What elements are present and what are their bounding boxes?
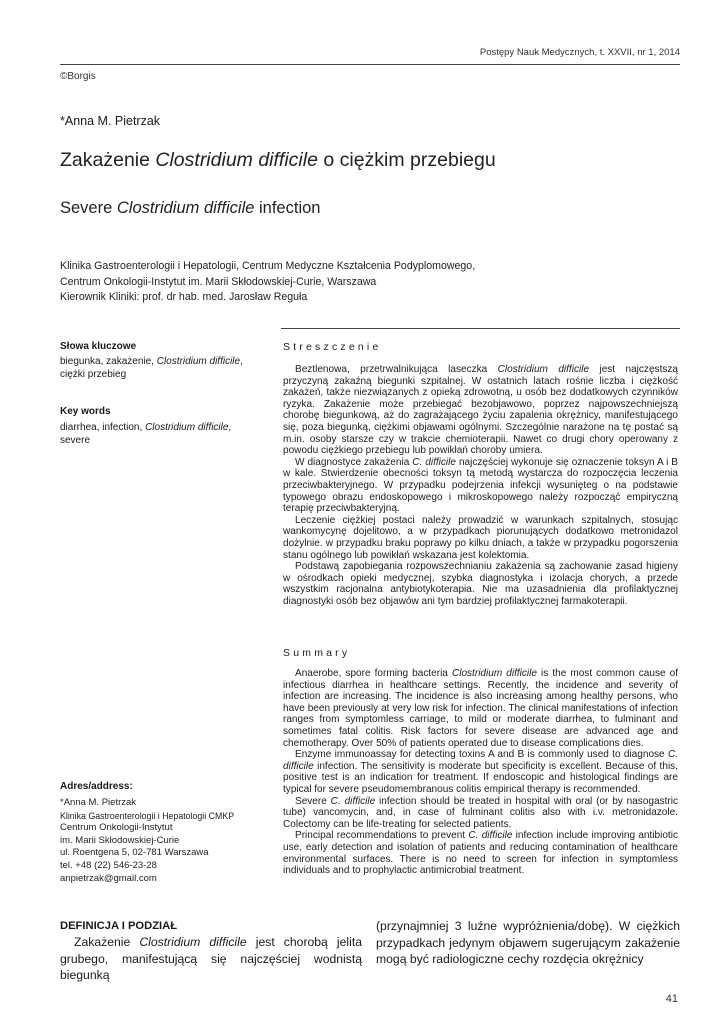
paragraph: Principal recommendations to prevent C. difficile infection include improving antibiotic use, early detection and isolation of patients and reducing contamination of healthcare environmental surfaces. There is no need to screen for infection in symptomless individuals and to prophylactic antimicrobial treatment. <box>283 830 678 877</box>
address-block <box>60 797 234 885</box>
paragraph: Leczenie ciężkiej postaci należy prowadzić w warunkach szpitalnych, stosując wankomycynę dojelitowo, a w przypadkach piorunujących dodatkowo metronidazol dożylnie. w przypadku braku poprawy po kilku dniach, a także w przypadku pogorszenia stanu ogólnego lub powikłań wskazana jest kolektomia. <box>283 514 678 561</box>
keywords-en-heading: Key words <box>60 406 111 417</box>
keywords-pl-heading: Słowa kluczowe <box>60 341 137 352</box>
affiliation-line: Centrum Onkologii-Instytut im. Marii Skłodowskiej-Curie, Warszawa <box>60 275 377 288</box>
affiliation-line: Klinika Gastroenterologii i Hepatologii, Centrum Medyczne Kształcenia Podyplomowego, <box>60 260 476 272</box>
author: *Anna M. Pietrzak <box>60 114 161 128</box>
paragraph: Zakażenie Clostridium difficile jest chorobą jelita grubego, manifestującą się najczęściej wodnistą biegunką <box>60 935 363 982</box>
header-rule <box>60 64 680 65</box>
paragraph: W diagnostyce zakażenia C. difficile najczęściej wykonuje się oznaczenie toksyn A i B w kale. Stwierdzenie obecności toksyn tą metodą wystarcza do rozpoczęcia leczenia przeciwbakteryjnego. W przypadku podejrzenia infekcji wysunięteg o na podstawie typowego obrazu endoskopowego i mikroskopowego należy rozpocząć empiryczną terapię przeciwbakteryjną. <box>283 456 678 515</box>
paragraph: (przynajmniej 3 luźne wypróżnienia/dobę). W ciężkich przypadkach jedynym objawem sugerującym zakażenie mogą być radiologiczne cechy rozdęcia okrężnicy <box>376 919 680 966</box>
section-heading: DEFINICJA I PODZIAŁ <box>60 920 178 932</box>
address-line: Centrum Onkologii-Instytut <box>60 822 173 834</box>
address-line: Klinika Gastroenterologii i Hepatologii CMKP <box>60 810 235 821</box>
page-number: 41 <box>665 993 678 1005</box>
affiliation <box>60 259 475 306</box>
publisher: ©Borgis <box>60 71 96 82</box>
keywords-pl: biegunka, zakażenie, Clostridium difficile, ciężki przebieg <box>60 356 243 380</box>
address-line: *Anna M. Pietrzak <box>60 797 137 808</box>
abstract-rule <box>281 328 680 329</box>
address-line: ul. Roentgena 5, 02-781 Warszawa <box>60 847 209 859</box>
streszczenie-heading: Streszczenie <box>283 341 382 353</box>
paragraph: Enzyme immunoassay for detecting toxins A and B is commonly used to diagnose C. difficile infection. The sensitivity is moderate but specificity is excellent. Because of this, positive test is an indication for treatment. If endoscopic and histological findings are typical for severe pseudomembranous colitis empirical therapy is recommended. <box>283 749 678 795</box>
paragraph: Anaerobe, spore forming bacteria Clostridium difficile is the most common cause of infectious diarrhea in healthcare settings. Recently, the incidence and severity of infection are increasing. The incidence is also increasing among healthy persons, who have been previously at very low risk for infection. The clinical manifestations of infection ranges from symptomless carriage, to mild or moderate diarrhea, to fulminant and sometimes fatal colitis. Risk factors for severe disease are advanced age and chemotherapy. Over 50% of patients operated due to disease complications dies. <box>283 668 678 749</box>
summary-text <box>283 668 678 877</box>
paragraph: Podstawą zapobiegania rozpowszechnianiu zakażenia są zachowanie zasad higieny w ośrodkach opieki medycznej, szybka diagnostyka i izolacja chorych, a przede wszystkim racjonalna antybiotykoterapia. Nie ma uzasadnienia dla profilaktycznej diagnostyki osób bez objawów ani tym bardziej profilaktycznej farmakoterapii. <box>283 561 678 607</box>
address-line: im. Marii Skłodowskiej-Curie <box>60 834 180 846</box>
journal-citation: Postępy Nauk Medycznych, t. XXVII, nr 1, 2014 <box>479 47 680 58</box>
summary-heading: Summary <box>283 647 351 659</box>
body-text-right <box>376 918 680 968</box>
title-polish: Zakażenie Clostridium difficile o ciężkim przebiegu <box>60 149 496 171</box>
body-text-left <box>60 934 362 984</box>
paragraph: Severe C. difficile infection should be treated in hospital with oral (or by nasogastric tube) vancomycin, and, in case of fulminant colitis also with i.v. metronidazole. Colectomy can be life-treating for selected patients. <box>283 795 678 830</box>
streszczenie-text <box>283 364 678 607</box>
affiliation-line: Kierownik Kliniki: prof. dr hab. med. Jarosław Reguła <box>60 291 308 303</box>
address-heading: Adres/address: <box>60 781 133 792</box>
keywords-en: diarrhea, infection, Clostridium difficile, severe <box>60 422 232 446</box>
title-english: Severe Clostridium difficile infection <box>60 199 321 217</box>
paragraph: Beztlenowa, przetrwalnikująca laseczka Clostridium difficile jest najczęstszą przyczyną zakaźną biegunki szpitalnej. W ostatnich latach rośnie liczba i ciężkość zakażeń, także niezwiązanych z opieką zdrowotną, u osób bez dodatkowych czynników ryzyka. Zakażenie może przebiegać bezobjawowo, poprzez najpowszechniejszą chorobę biegunkową, aż do zagrażającego życiu zapalenia okrężnicy, manifestującego się, poza biegunką, ciężkimi objawami ogólnymi. Szczególnie narażone na tę postać są m.in. osoby starsze czy w trakcie chemioterapii. Nawet co drugi chory operowany z powodu ciężkiego przebiegu lub powikłań choroby umiera. <box>283 364 678 457</box>
address-line: tel. +48 (22) 546-23-28 <box>60 859 157 871</box>
email-link[interactable]: anpietrzak@gmail.com <box>60 872 157 884</box>
